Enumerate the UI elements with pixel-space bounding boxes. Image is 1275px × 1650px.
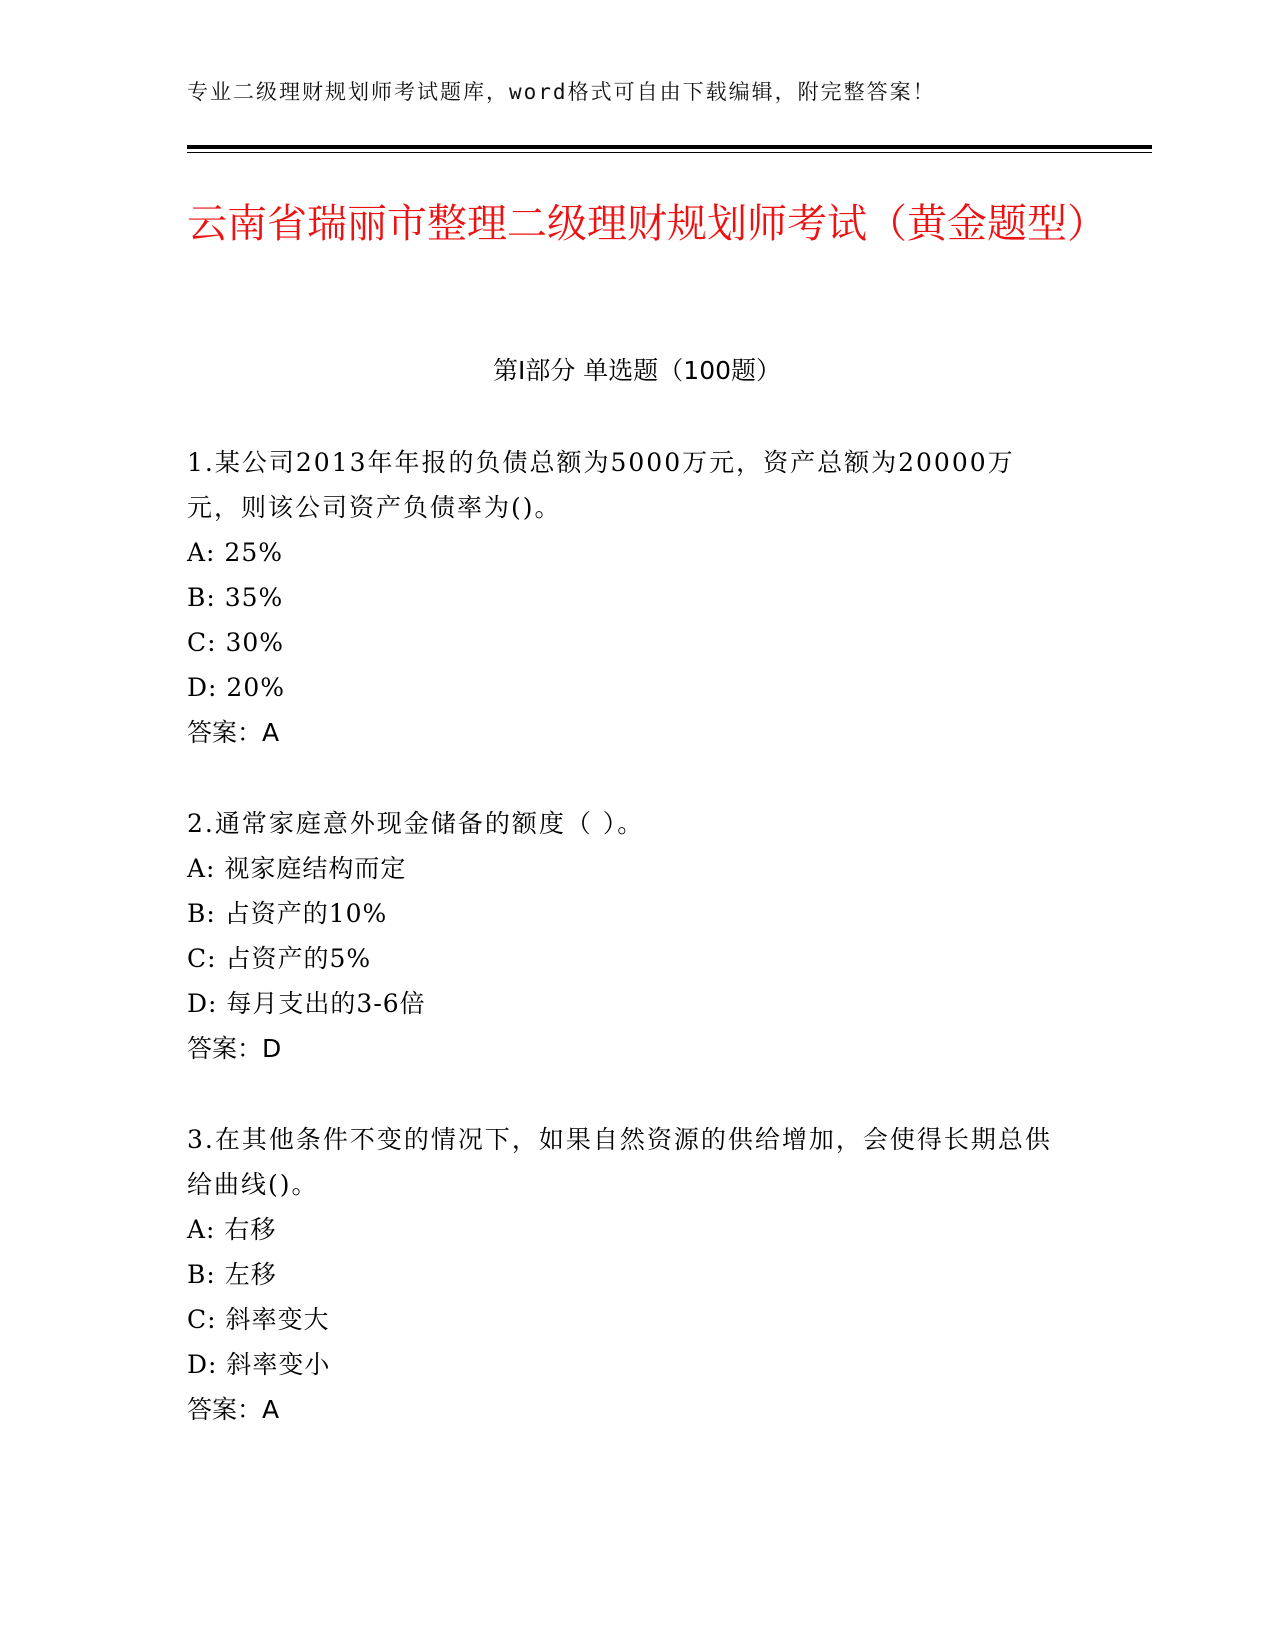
question-stem: 2.通常家庭意外现金储备的额度（ ）。 xyxy=(187,809,645,838)
option-d: D: 20% xyxy=(187,673,285,702)
answer: 答案：D xyxy=(187,1034,282,1063)
option-c: C: 占资产的5% xyxy=(187,944,372,973)
answer: 答案：A xyxy=(187,718,280,747)
question-list xyxy=(187,440,1067,1478)
answer: 答案：A xyxy=(187,1395,280,1424)
question-stem: 3.在其他条件不变的情况下，如果自然资源的供给增加，会使得长期总供给曲线()。 xyxy=(187,1125,1052,1199)
document-title: 云南省瑞丽市整理二级理财规划师考试（黄金题型） xyxy=(187,201,1107,247)
header-note: 专业二级理财规划师考试题库，word格式可自由下载编辑，附完整答案！ xyxy=(187,80,936,104)
option-b: B: 占资产的10% xyxy=(187,899,388,928)
option-b: B: 35% xyxy=(187,583,284,612)
question-stem: 1.某公司2013年年报的负债总额为5000万元，资产总额为20000万元，则该公司资产负债率为()。 xyxy=(187,448,1015,522)
header-rule-thick xyxy=(187,145,1152,149)
option-d: D: 每月支出的3-6倍 xyxy=(187,989,426,1018)
question-1 xyxy=(187,440,1067,755)
option-a: A: 25% xyxy=(187,538,283,567)
option-c: C: 斜率变大 xyxy=(187,1305,330,1334)
option-b: B: 左移 xyxy=(187,1260,277,1289)
header-rule-thin xyxy=(187,152,1152,153)
option-d: D: 斜率变小 xyxy=(187,1350,331,1379)
question-2 xyxy=(187,801,1067,1071)
option-a: A: 视家庭结构而定 xyxy=(187,854,407,883)
option-c: C: 30% xyxy=(187,628,285,657)
option-a: A: 右移 xyxy=(187,1215,277,1244)
question-3 xyxy=(187,1117,1067,1432)
section-title: 第I部分 单选题（100题） xyxy=(492,356,782,385)
